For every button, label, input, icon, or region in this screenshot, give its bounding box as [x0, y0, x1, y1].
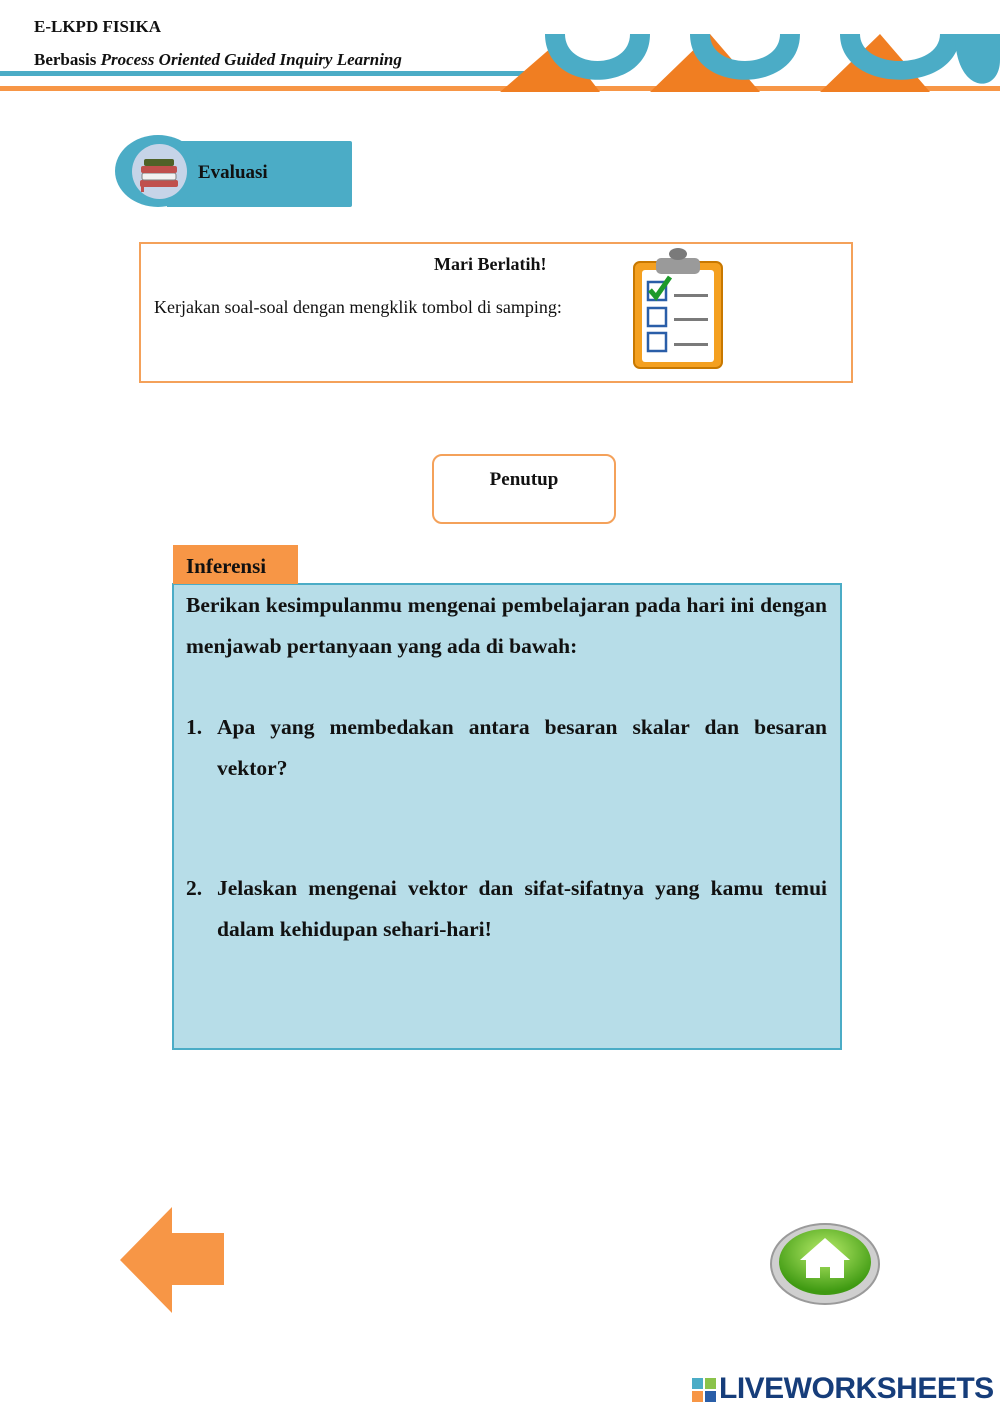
- question-number: 2.: [186, 876, 203, 900]
- closing-label: Penutup: [489, 469, 559, 490]
- subtitle-prefix: Berbasis: [34, 50, 97, 69]
- section-label-text: Evaluasi: [198, 162, 268, 183]
- document-title: E-LKPD FISIKA: [34, 17, 162, 36]
- liveworksheets-logo-icon: [692, 1378, 716, 1402]
- practice-instruction: Kerjakan soal-soal dengan mengklik tombol di samping:: [154, 297, 562, 317]
- books-icon: [132, 144, 187, 199]
- subtitle-italic: Process Oriented Guided Inquiry Learning: [100, 50, 402, 69]
- clipboard-checklist-icon[interactable]: [628, 246, 728, 379]
- section-label-evaluasi: [115, 135, 352, 207]
- question-number: 1.: [186, 715, 203, 739]
- home-button[interactable]: [770, 1220, 880, 1311]
- back-arrow-button[interactable]: [120, 1207, 226, 1318]
- question-text: Apa yang membedakan antara besaran skalar dan besaran vektor?: [217, 715, 827, 780]
- brand-text: LIVEWORKSHEETS: [719, 1372, 994, 1405]
- question-text: Jelaskan mengenai vektor dan sifat-sifatnya yang kamu temui dalam kehidupan sehari-hari!: [217, 876, 827, 941]
- practice-title: Mari Berlatih!: [434, 254, 547, 274]
- inferensi-intro: Berikan kesimpulanmu mengenai pembelajaran pada hari ini dengan menjawab pertanyaan yang ada di bawah:: [186, 593, 827, 658]
- document-subtitle: [34, 50, 402, 70]
- inferensi-tab: Inferensi: [173, 545, 298, 584]
